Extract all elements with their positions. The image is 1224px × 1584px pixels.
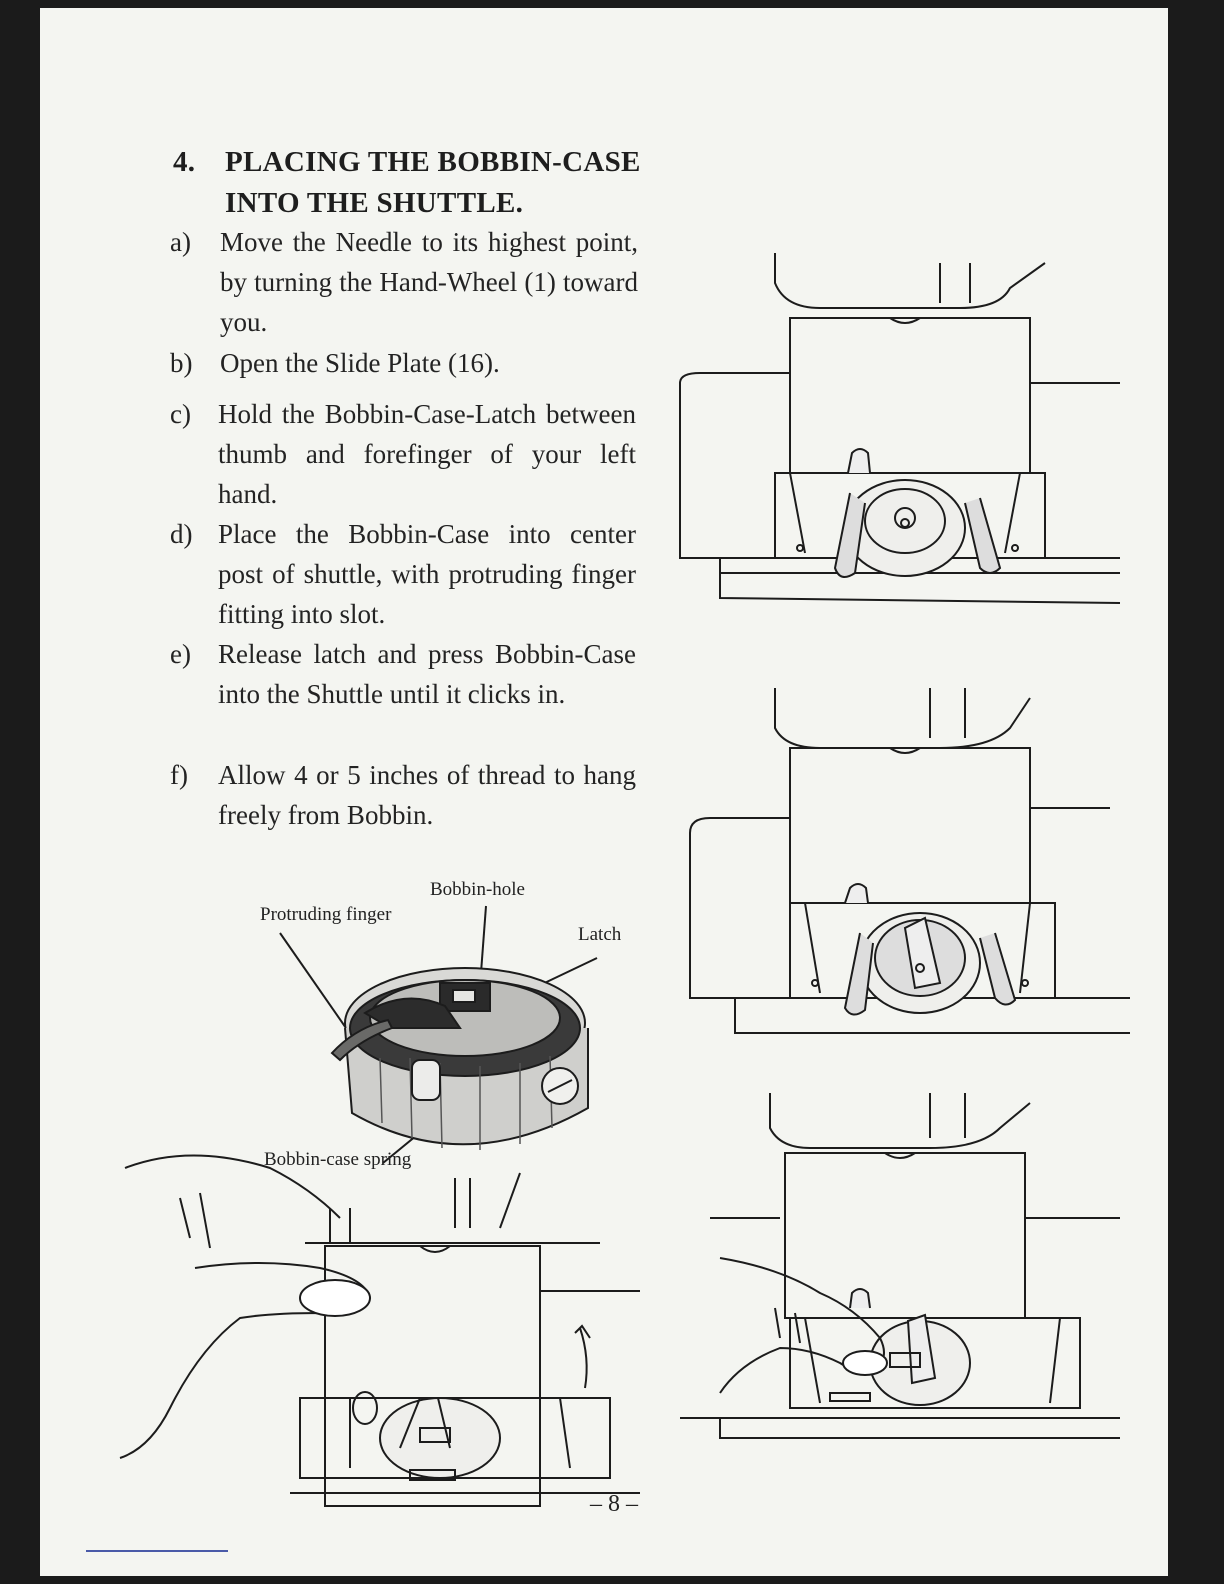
callout-latch: Latch bbox=[578, 924, 622, 945]
step-text: Move the Needle to its highest point, by turning the Hand-Wheel (1) toward you. bbox=[220, 227, 638, 337]
callout-bobbin-case-spring: Bobbin-case spring bbox=[264, 1149, 412, 1170]
section-number: 4. bbox=[173, 146, 196, 178]
step-text: Place the Bobbin-Case into center post of shuttle, with protruding finger fitting into slot. bbox=[218, 519, 636, 629]
step-label: a) bbox=[170, 227, 191, 257]
callout-protruding-finger: Protruding finger bbox=[260, 904, 392, 925]
step-text: Open the Slide Plate (16). bbox=[220, 348, 500, 378]
section-title: PLACING THE BOBBIN-CASE INTO THE SHUTTLE. bbox=[225, 146, 641, 219]
shuttle-bobbin-case-illustration-2 bbox=[690, 688, 1130, 1038]
manual-page bbox=[40, 8, 1168, 1576]
step-text: Allow 4 or 5 inches of thread to hang freely from Bobbin. bbox=[218, 760, 636, 830]
callout-bobbin-hole: Bobbin-hole bbox=[430, 879, 525, 900]
shuttle-open-plate-illustration-1 bbox=[680, 253, 1130, 618]
fingers-inserting-bobbin-case-illustration-3 bbox=[680, 1093, 1130, 1448]
step-label: b) bbox=[170, 348, 193, 378]
step-label: c) bbox=[170, 399, 191, 429]
step-label: d) bbox=[170, 519, 193, 549]
step-text: Hold the Bobbin-Case-Latch between thumb and forefinger of your left hand. bbox=[218, 399, 636, 509]
blue-underline-mark bbox=[86, 1550, 228, 1552]
step-label: e) bbox=[170, 639, 191, 669]
step-text: Release latch and press Bobbin-Case into the Shuttle until it clicks in. bbox=[218, 639, 636, 709]
hand-opening-slide-plate-illustration bbox=[120, 1148, 640, 1488]
step-label: f) bbox=[170, 760, 188, 790]
page-number: – 8 – bbox=[590, 1491, 638, 1517]
